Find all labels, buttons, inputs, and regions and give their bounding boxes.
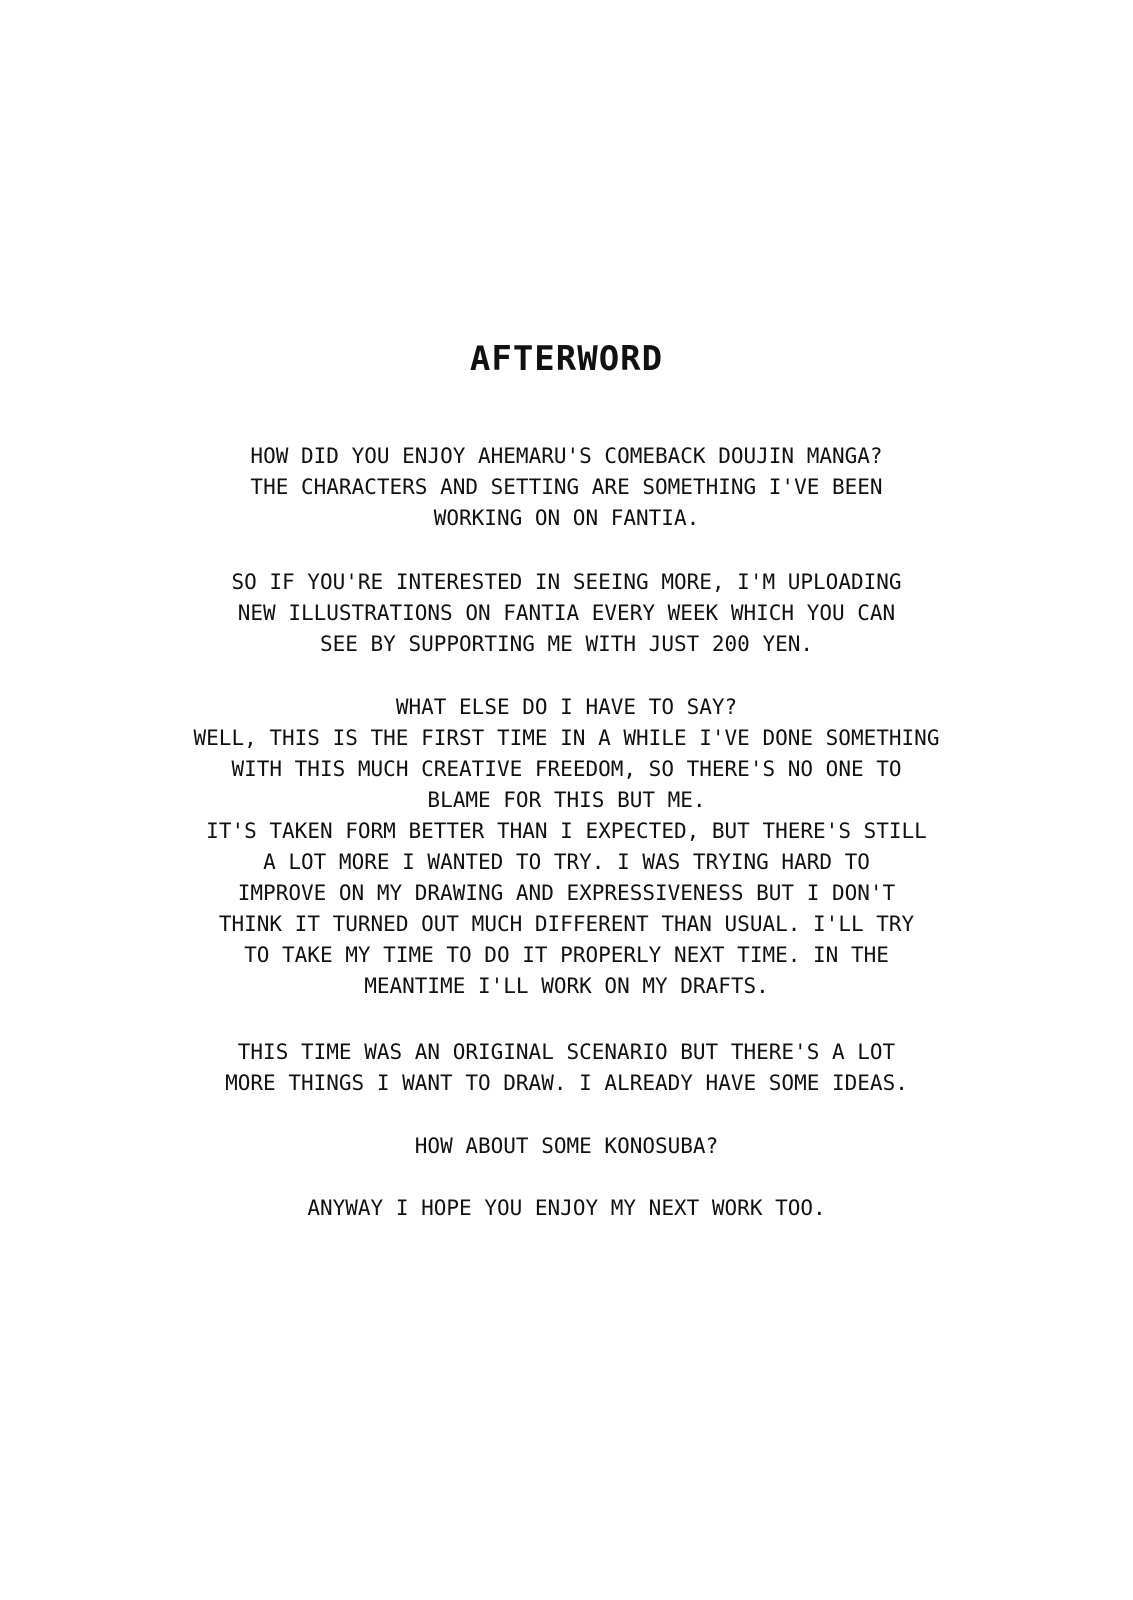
text-line: TO TAKE MY TIME TO DO IT PROPERLY NEXT TIME. IN THE — [244, 943, 889, 967]
text-line: SEE BY SUPPORTING ME WITH JUST 200 YEN. — [319, 632, 814, 656]
text-line: SO IF YOU'RE INTERESTED IN SEEING MORE, I'M UPLOADING — [231, 570, 902, 594]
text-line: THIS TIME WAS AN ORIGINAL SCENARIO BUT THERE'S A LOT — [237, 1040, 896, 1064]
text-line: IT'S TAKEN FORM BETTER THAN I EXPECTED, BUT THERE'S STILL — [206, 819, 927, 843]
paragraph-1 — [0, 441, 1133, 534]
paragraph-4 — [0, 1037, 1133, 1099]
paragraph-2 — [0, 567, 1133, 660]
text-line: IMPROVE ON MY DRAWING AND EXPRESSIVENESS BUT I DON'T — [237, 881, 896, 905]
paragraph-5 — [0, 1131, 1133, 1162]
text-line: THINK IT TURNED OUT MUCH DIFFERENT THAN USUAL. I'LL TRY — [218, 912, 915, 936]
text-line: MORE THINGS I WANT TO DRAW. I ALREADY HAVE SOME IDEAS. — [225, 1071, 908, 1095]
text-line: HOW ABOUT SOME KONOSUBA? — [414, 1134, 719, 1158]
text-line: MEANTIME I'LL WORK ON MY DRAFTS. — [364, 974, 769, 998]
text-line: HOW DID YOU ENJOY AHEMARU'S COMEBACK DOUJIN MANGA? — [250, 444, 883, 468]
text-line: THE CHARACTERS AND SETTING ARE SOMETHING I'VE BEEN — [250, 475, 883, 499]
paragraph-6 — [0, 1193, 1133, 1224]
text-line: NEW ILLUSTRATIONS ON FANTIA EVERY WEEK WHICH YOU CAN — [237, 601, 896, 625]
text-line: WORKING ON ON FANTIA. — [433, 506, 700, 530]
text-line: WHAT ELSE DO I HAVE TO SAY? — [395, 695, 738, 719]
text-line: ANYWAY I HOPE YOU ENJOY MY NEXT WORK TOO. — [307, 1196, 826, 1220]
text-line: WITH THIS MUCH CREATIVE FREEDOM, SO THERE'S NO ONE TO — [231, 757, 902, 781]
page-title: AFTERWORD — [469, 339, 664, 379]
paragraph-3 — [0, 692, 1133, 1002]
text-line: WELL, THIS IS THE FIRST TIME IN A WHILE I'VE DONE SOMETHING — [193, 726, 940, 750]
text-line: BLAME FOR THIS BUT ME. — [427, 788, 706, 812]
text-line: A LOT MORE I WANTED TO TRY. I WAS TRYING HARD TO — [263, 850, 870, 874]
